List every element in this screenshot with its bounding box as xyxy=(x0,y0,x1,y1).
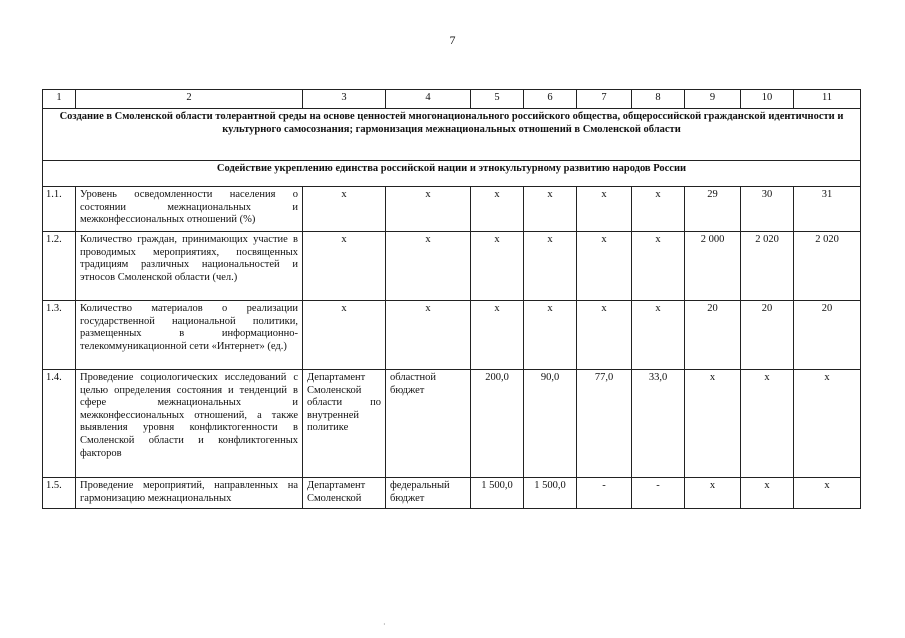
program-indicators-table xyxy=(42,89,861,509)
page-number: 7 xyxy=(449,33,456,47)
column-number-header-row xyxy=(43,90,861,109)
row-value: х xyxy=(471,187,524,232)
row-value: х xyxy=(524,232,577,301)
row-value: 77,0 xyxy=(577,370,632,478)
row-value: х xyxy=(632,187,685,232)
row-value: х xyxy=(577,187,632,232)
row-value: х xyxy=(577,301,632,370)
row-value: х xyxy=(632,232,685,301)
row-value: 31 xyxy=(794,187,861,232)
column-header: 11 xyxy=(794,90,861,109)
column-header: 6 xyxy=(524,90,577,109)
row-executor: Департамент Смоленской xyxy=(303,478,386,509)
table-row xyxy=(43,232,861,301)
section-title-row xyxy=(43,109,861,161)
table-row xyxy=(43,187,861,232)
row-value: х xyxy=(524,301,577,370)
column-header: 9 xyxy=(685,90,741,109)
subsection-title-row xyxy=(43,161,861,187)
row-name: Уровень осведомленности населения о состоянии межнациональных и межконфессиональных отношений (%) xyxy=(76,187,303,232)
row-value: х xyxy=(794,370,861,478)
row-executor: х xyxy=(303,301,386,370)
table-row xyxy=(43,478,861,509)
row-number: 1.4. xyxy=(43,370,76,478)
page-bottom-margin xyxy=(42,563,860,638)
row-value: х xyxy=(741,478,794,509)
row-executor: х xyxy=(303,187,386,232)
row-name: Количество материалов о реализации государственной национальной политики, размещенных в информационно-телекоммуникационной сети «Интернет» (ед.) xyxy=(76,301,303,370)
row-value: 29 xyxy=(685,187,741,232)
row-value: 200,0 xyxy=(471,370,524,478)
row-source: областной бюджет xyxy=(386,370,471,478)
row-source: х xyxy=(386,301,471,370)
column-header: 5 xyxy=(471,90,524,109)
row-value: х xyxy=(471,301,524,370)
row-number: 1.1. xyxy=(43,187,76,232)
column-header: 3 xyxy=(303,90,386,109)
column-header: 2 xyxy=(76,90,303,109)
row-name: Проведение мероприятий, направленных на гармонизацию межнациональных xyxy=(76,478,303,509)
row-name: Количество граждан, принимающих участие в проводимых мероприятиях, посвященных традициям различных национальностей и этносов Смоленской области (чел.) xyxy=(76,232,303,301)
row-value: 30 xyxy=(741,187,794,232)
row-value: 1 500,0 xyxy=(524,478,577,509)
row-executor: Департамент Смоленской области по внутренней политике xyxy=(303,370,386,478)
column-header: 4 xyxy=(386,90,471,109)
row-value: 33,0 xyxy=(632,370,685,478)
row-name: Проведение социологических исследований с целью определения состояния и тенденций в сфере межнациональных и межконфессиональных отношений, а также выявления уровня конфликтогенности в Смоленской области и конфликтогенных факторов xyxy=(76,370,303,478)
row-value: 20 xyxy=(685,301,741,370)
row-value: х xyxy=(741,370,794,478)
row-value: 2 020 xyxy=(741,232,794,301)
row-number: 1.2. xyxy=(43,232,76,301)
row-value: х xyxy=(794,478,861,509)
row-value: - xyxy=(632,478,685,509)
row-value: х xyxy=(471,232,524,301)
row-source: федеральный бюджет xyxy=(386,478,471,509)
column-header: 1 xyxy=(43,90,76,109)
row-value: х xyxy=(577,232,632,301)
row-value: 20 xyxy=(794,301,861,370)
row-number: 1.5. xyxy=(43,478,76,509)
scan-speck: · xyxy=(383,620,386,629)
row-value: х xyxy=(685,478,741,509)
row-source: х xyxy=(386,187,471,232)
row-value: х xyxy=(524,187,577,232)
row-value: 2 020 xyxy=(794,232,861,301)
row-value: х xyxy=(685,370,741,478)
table-row xyxy=(43,301,861,370)
column-header: 8 xyxy=(632,90,685,109)
row-executor: х xyxy=(303,232,386,301)
row-source: х xyxy=(386,232,471,301)
row-value: 90,0 xyxy=(524,370,577,478)
column-header: 7 xyxy=(577,90,632,109)
row-value: - xyxy=(577,478,632,509)
row-value: 1 500,0 xyxy=(471,478,524,509)
table-row xyxy=(43,370,861,478)
row-value: 20 xyxy=(741,301,794,370)
row-value: 2 000 xyxy=(685,232,741,301)
column-header: 10 xyxy=(741,90,794,109)
section-title: Создание в Смоленской области толерантной среды на основе ценностей многонационального российского общества, общероссийской гражданской идентичности и культурного самосознания; гармонизация межнациональных отношений в Смоленской области xyxy=(43,109,861,161)
row-value: х xyxy=(632,301,685,370)
subsection-title: Содействие укреплению единства российской нации и этнокультурному развитию народов России xyxy=(43,161,861,187)
row-number: 1.3. xyxy=(43,301,76,370)
